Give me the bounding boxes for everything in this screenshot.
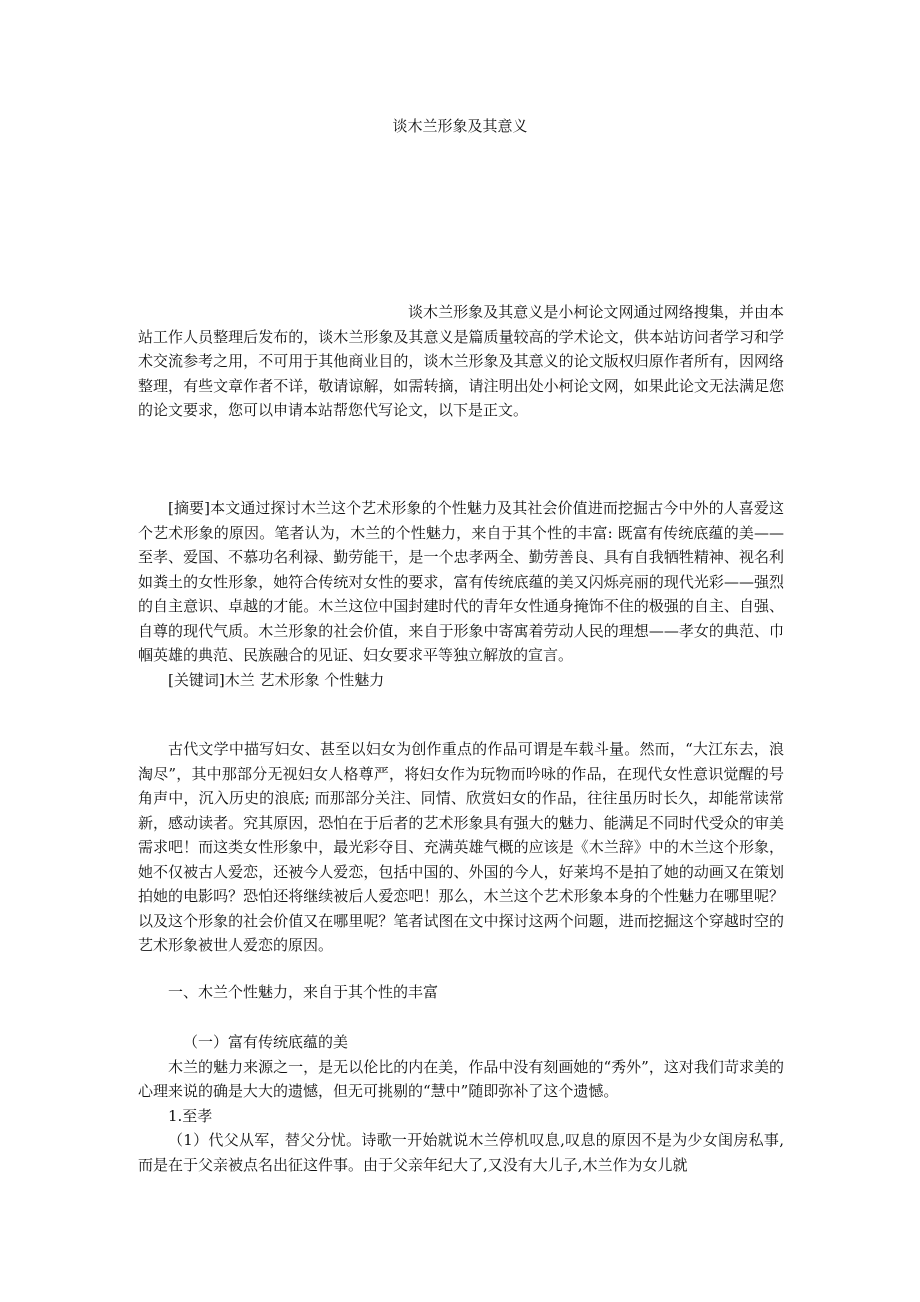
abstract-section (138, 496, 784, 692)
body-paragraph-3: （1）代父从军，替父分忧。诗歌一开始就说木兰停机叹息,叹息的原因不是为少女闺房私事,而是在于父亲被点名出征这件事。由于父亲年纪大了,又没有大儿子,木兰作为女儿就 (138, 1131, 784, 1174)
body-paragraph-2: 木兰的魅力来源之一，是无以伦比的内在美，作品中没有刻画她的“秀外”，这对我们苛求美的心理来说的确是大大的遗憾，但无可挑剔的“慧中”随即弥补了这个遗憾。 (138, 1057, 784, 1100)
body-paragraph-1: 古代文学中描写妇女、甚至以妇女为创作重点的作品可谓是车载斗量。然而，“大江东去，浪淘尽”，其中那部分无视妇女人格尊严，将妇女作为玩物而吟咏的作品，在现代女性意识觉醒的号角声中，沉入历史的浪底; 而那部分关注、同情、欣赏妇女的作品，往往虽历时长久，却能常读常新，感动读者。究其原因，恐怕在于后者的艺术形象具有强大的魅力、能满足不同时代受众的审美需求吧！而这类女性形象中，最光彩夺目、充满英雄气概的应该是《木兰辞》中的木兰这个形象，她不仅被古人爱恋，还被今人爱恋，包括中国的、外国的今人，好莱坞不是拍了她的动画又在策划拍她的电影吗？恐怕还将继续被后人爱恋吧！那么，木兰这个艺术形象本身的个性魅力在哪里呢？以及这个形象的社会价值又在哪里呢？笔者试图在文中探讨这两个问题，进而挖掘这个穿越时空的艺术形象被世人爱恋的原因。 (138, 740, 784, 954)
intro-section (138, 300, 784, 423)
document-title: 谈木兰形象及其意义 (392, 117, 528, 135)
keywords-line: [关键词]木兰 艺术形象 个性魅力 (168, 670, 385, 689)
subheading-filial-piety: 1.至孝 (168, 1106, 213, 1125)
body-section-2 (138, 1030, 784, 1177)
body-section-1 (138, 737, 784, 958)
subheading-traditional-beauty: （一）富有传统底蕴的美 (183, 1033, 349, 1051)
intro-paragraph: 谈木兰形象及其意义是小柯论文网通过网络搜集，并由本站工作人员整理后发布的，谈木兰形象及其意义是篇质量较高的学术论文，供本站访问者学习和学术交流参考之用，不可用于其他商业目的，谈木兰形象及其意义的论文版权归原作者所有，因网络整理，有些文章作者不详，敬请谅解，如需转摘，请注明出处小柯论文网，如果此论文无法满足您的论文要求，您可以申请本站帮您代写论文，以下是正文。 (138, 303, 784, 419)
section-heading-1 (138, 980, 784, 1005)
section-heading-text: 一、木兰个性魅力，来自于其个性的丰富 (168, 983, 439, 1001)
abstract-paragraph: [摘要]本文通过探讨木兰这个艺术形象的个性魅力及其社会价值进而挖掘古今中外的人喜爱这个艺术形象的原因。笔者认为，木兰的个性魅力，来自于其个性的丰富: 既富有传统底蕴的美——至孝、爱国、不慕功名利禄、勤劳能干，是一个忠孝两全、勤劳善良、具有自我牺牲精神、视名利如粪土的女性形象，她符合传统对女性的要求，富有传统底蕴的美又闪烁亮丽的现代光彩——强烈的自主意识、卓越的才能。木兰这位中国封建时代的青年女性通身掩饰不住的极强的自主、自强、自尊的现代气质。木兰形象的社会价值，来自于形象中寄寓着劳动人民的理想——孝女的典范、巾帼英雄的典范、民族融合的见证、妇女要求平等独立解放的宣言。 (138, 499, 784, 664)
